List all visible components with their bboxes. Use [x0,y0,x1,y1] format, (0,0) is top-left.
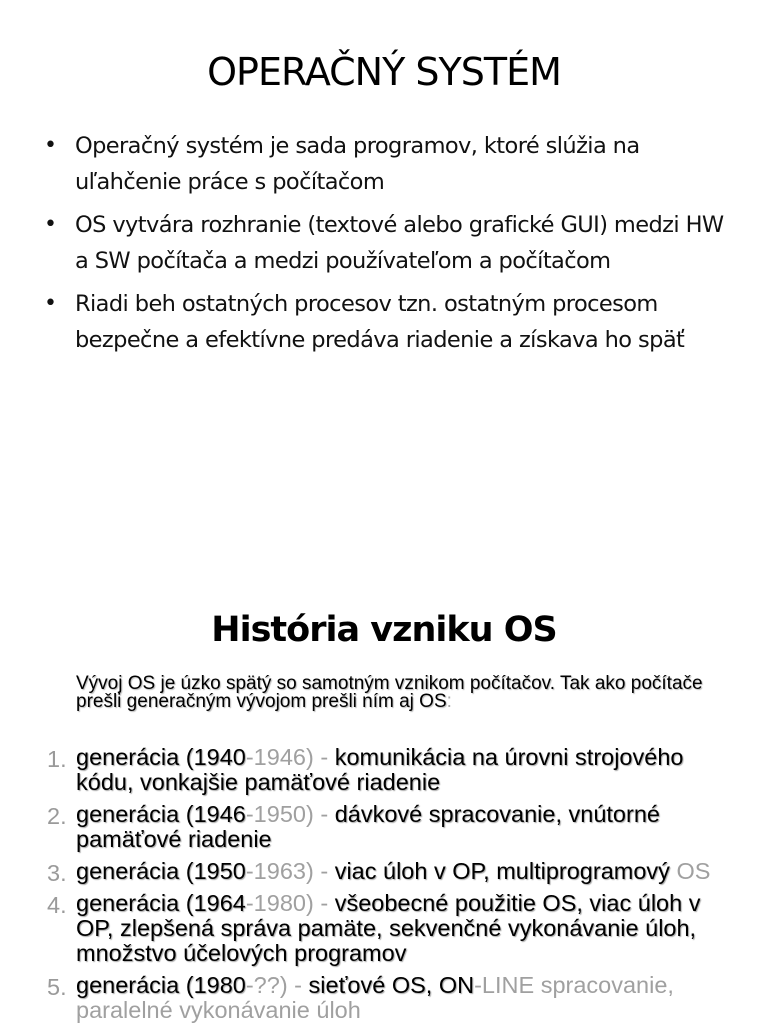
generation-item [0,802,768,852]
bullet-text: Riadi beh ostatných procesov tzn. ostatným procesom bezpečne a efektívne predáva riadenie a získava ho späť [75,291,685,353]
generation-item [0,745,768,795]
generation-list [0,745,768,1024]
intro-colon: : [446,691,452,712]
generation-extra: -LINE spracovanie, paralelné vykonávanie úloh [76,972,674,1023]
bullet-dot-icon: • [44,291,57,316]
generation-year-range: -1946) - [245,744,335,770]
generation-description: komunikácia na úrovni strojového kódu, vonkajšie pamäťové riadenie [76,744,684,795]
bullet-dot-icon: • [44,212,57,237]
generation-description: dávkové spracovanie, vnútorné pamäťové riadenie [76,801,660,852]
generation-label: generácia (1980 [76,972,246,998]
generation-item [0,973,768,1023]
intro-paragraph [76,675,716,711]
generation-extra: OS [669,858,711,884]
intro-text: Vývoj OS je úzko spätý so samotným vznikom počítačov. Tak ako počítače prešli generačným vývojom prešli ním aj OS [76,673,703,712]
slide-title: História vzniku OS [211,610,557,650]
bullet-item [44,286,734,358]
generation-year-range: -1950) - [245,801,335,827]
generation-description: viac úloh v OP, multiprogramový [334,858,670,884]
bullet-text: OS vytvára rozhranie (textové alebo grafické GUI) medzi HW a SW počítača a medzi používateľom a počítačom [75,212,724,274]
bullet-text: Operačný systém je sada programov, ktoré slúžia na uľahčenie práce s počítačom [75,133,640,195]
bullet-item [44,207,734,279]
generation-description: všeobecné použitie OS, viac úloh v OP, zlepšená správa pamäte, sekvenčné vykonávanie úloh, množstvo účelových programov [76,890,701,966]
bullet-dot-icon: • [44,133,57,158]
generation-description: sieťové OS, ON [308,972,475,998]
generation-year-range: -??) - [245,972,309,998]
list-number: 2. [47,803,67,829]
list-number: 1. [47,746,67,772]
generation-year-range: -1963) - [245,858,335,884]
generation-label: generácia (1950 [76,858,246,884]
bullet-list [44,128,734,365]
generation-label: generácia (1940 [76,744,246,770]
list-number: 5. [47,974,67,1000]
slide-historia-os [0,585,768,1024]
bullet-item [44,128,734,200]
list-number: 4. [47,892,67,918]
generation-label: generácia (1946 [76,801,246,827]
generation-year-range: -1980) - [245,890,335,916]
slide-title: OPERAČNÝ SYSTÉM [207,50,561,94]
generation-item [0,891,768,966]
generation-label: generácia (1964 [76,890,246,916]
list-number: 3. [47,860,67,886]
generation-item [0,859,768,884]
